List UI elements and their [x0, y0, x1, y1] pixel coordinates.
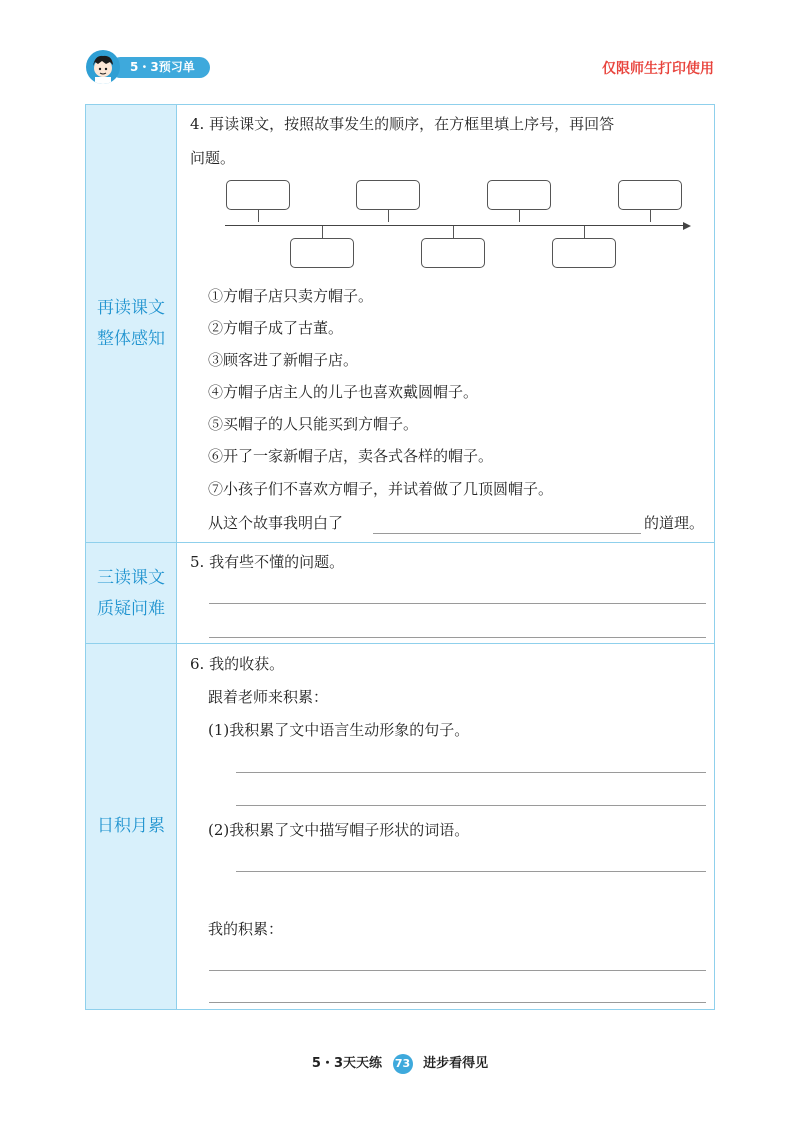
section-label-reread: [86, 105, 177, 543]
row-divider: [86, 643, 714, 644]
q6-intro: 跟着老师来积累：: [208, 688, 329, 706]
q6-sub2: (2)我积累了文中描写帽子形状的词语。: [208, 821, 470, 839]
q4-prompt-line1: 4. 再读课文，按照故事发生的顺序，在方框里填上序号，再回答: [190, 115, 615, 133]
story-item: ③顾客进了新帽子店。: [208, 351, 359, 369]
order-box[interactable]: [226, 180, 290, 210]
page-number: 73: [393, 1054, 413, 1074]
brand-label: 5・3预习单: [110, 57, 210, 78]
q6-mine-answer-line[interactable]: [209, 970, 706, 971]
order-box[interactable]: [356, 180, 420, 210]
conclusion-answer-line[interactable]: [373, 533, 641, 534]
q6-sub1-answer-line[interactable]: [236, 772, 706, 773]
timeline-stem: [322, 226, 323, 238]
timeline-arrow-icon: [683, 222, 691, 230]
q6-mine: 我的积累：: [208, 920, 284, 938]
q5-answer-line[interactable]: [209, 637, 706, 638]
story-item: ①方帽子店只卖方帽子。: [208, 287, 374, 305]
story-item: ②方帽子成了古董。: [208, 319, 344, 337]
section-label-line: 日积月累: [97, 816, 165, 836]
worksheet-table: [85, 104, 715, 1010]
section-label-line: 再读课文: [97, 298, 165, 318]
timeline-stem: [584, 226, 585, 238]
q5-prompt: 5. 我有些不懂的问题。: [190, 553, 345, 571]
section-label-line: 三读课文: [97, 567, 165, 588]
conclusion-suffix: 的道理。: [644, 514, 705, 532]
order-box[interactable]: [290, 238, 354, 268]
q6-sub2-answer-line[interactable]: [236, 871, 706, 872]
row-divider: [86, 542, 714, 543]
q6-sub1-answer-line[interactable]: [236, 805, 706, 806]
timeline-stem: [650, 210, 651, 222]
timeline-stem: [519, 210, 520, 222]
section-label-accumulate: [86, 644, 177, 1009]
q5-answer-line[interactable]: [209, 603, 706, 604]
q6-mine-answer-line[interactable]: [209, 1002, 706, 1003]
mascot-icon: [86, 50, 120, 84]
footer-slogan: 进步看得见: [423, 1056, 489, 1071]
timeline-stem: [258, 210, 259, 222]
order-box[interactable]: [552, 238, 616, 268]
timeline-stem: [388, 210, 389, 222]
section-label-line: 整体感知: [97, 329, 165, 349]
conclusion-prefix: 从这个故事我明白了: [208, 514, 344, 532]
story-item: ⑦小孩子们不喜欢方帽子，并试着做了几顶圆帽子。: [208, 480, 554, 498]
order-box[interactable]: [618, 180, 682, 210]
q6-prompt: 6. 我的收获。: [190, 655, 285, 673]
story-item: ⑥开了一家新帽子店，卖各式各样的帽子。: [208, 447, 494, 465]
section-label-line: 质疑问难: [97, 598, 165, 619]
brand-logo: [86, 50, 210, 84]
q4-prompt-line2: 问题。: [190, 149, 236, 167]
section-label-question: [86, 543, 177, 644]
footer-brand: 5・3天天练: [311, 1056, 382, 1071]
timeline-stem: [453, 226, 454, 238]
order-box[interactable]: [487, 180, 551, 210]
story-item: ⑤买帽子的人只能买到方帽子。: [208, 415, 419, 433]
page-footer: [0, 1052, 800, 1074]
q6-sub1: (1)我积累了文中语言生动形象的句子。: [208, 721, 470, 739]
order-box[interactable]: [421, 238, 485, 268]
timeline-axis: [225, 225, 685, 226]
story-item: ④方帽子店主人的儿子也喜欢戴圆帽子。: [208, 383, 479, 401]
print-notice: 仅限师生打印使用: [602, 61, 714, 77]
